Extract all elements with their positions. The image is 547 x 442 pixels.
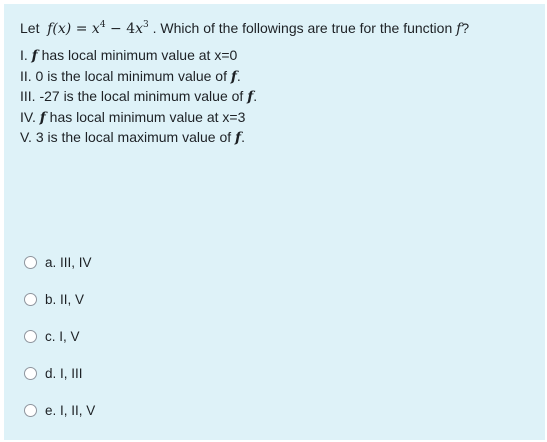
answer-options <box>24 244 95 429</box>
statement-item: V. 3 is the local maximum value of f. <box>20 129 245 146</box>
intro-suffix: . Which of the followings are true for the function <box>152 20 453 36</box>
radio-button[interactable] <box>24 256 37 269</box>
question-text <box>20 18 540 149</box>
option-label: c. I, V <box>45 329 80 344</box>
radio-button[interactable] <box>24 330 37 343</box>
radio-button[interactable] <box>24 367 37 380</box>
radio-button[interactable] <box>24 293 37 306</box>
option-label: a. III, IV <box>45 255 92 270</box>
option-d[interactable] <box>24 355 95 392</box>
option-e[interactable] <box>24 392 95 429</box>
statement-item: II. 0 is the local minimum value of f. <box>20 67 241 85</box>
radio-button[interactable] <box>24 404 37 417</box>
option-label: b. II, V <box>45 292 85 307</box>
statement-list <box>20 46 540 149</box>
intro-prefix: Let <box>20 20 40 36</box>
function-name: f <box>456 21 462 37</box>
question-panel <box>4 4 545 440</box>
statement-item: IV. f has local minimum value at x=3 <box>20 108 246 126</box>
option-c[interactable] <box>24 318 95 355</box>
option-label: d. I, III <box>45 366 83 381</box>
function-formula: $f(x) = x^4 - 4x^3$ <box>47 20 149 37</box>
question-mark: ? <box>461 20 470 36</box>
option-label: e. I, II, V <box>45 403 96 418</box>
option-b[interactable] <box>24 281 95 318</box>
question-stem <box>20 18 540 40</box>
statement-item: I. f has local minimum value at x=0 <box>20 47 238 64</box>
statement-item: III. -27 is the local minimum value of f. <box>20 88 258 105</box>
option-a[interactable] <box>24 244 95 281</box>
